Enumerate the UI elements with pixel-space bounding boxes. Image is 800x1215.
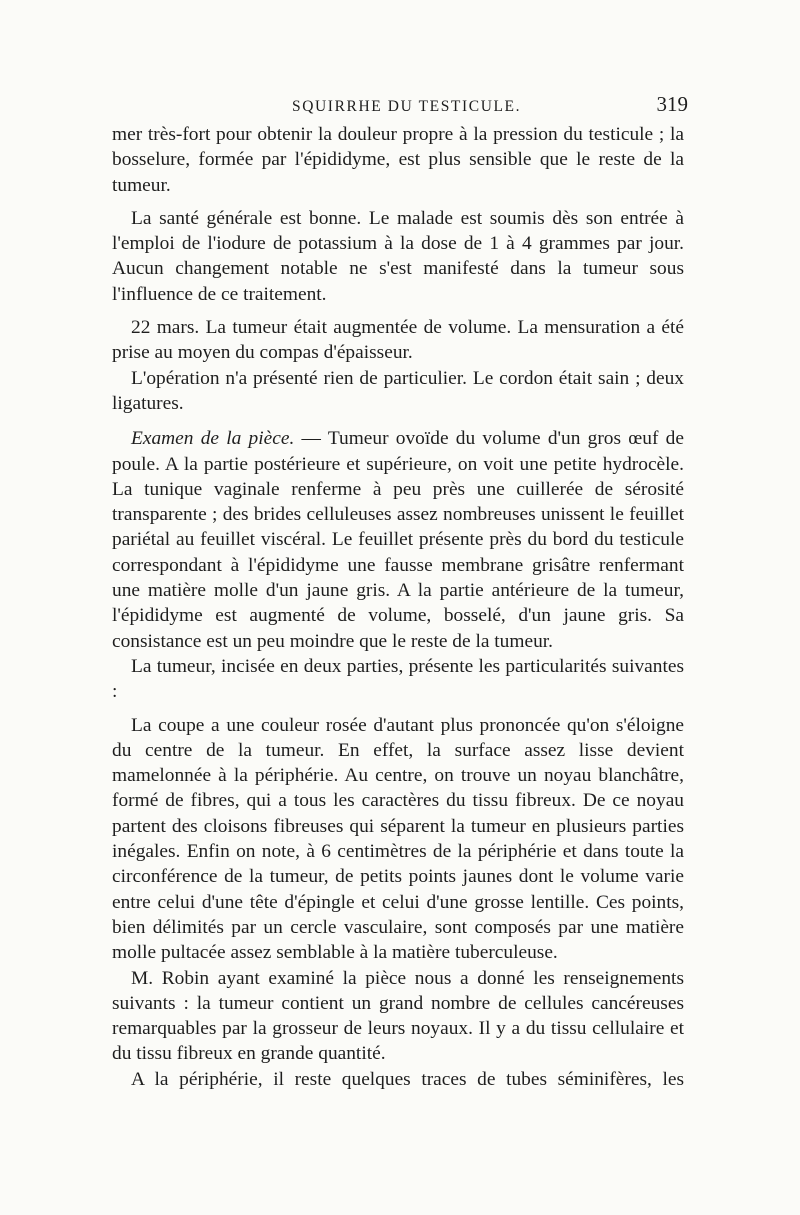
paragraph-text: M. Robin ayant examiné la pièce nous a donné les renseignements suivants : la tumeur contient un grand nombre de cellules cancéreuses remarquables par la grosseur de leurs noyaux. Il y a du tissu cellulaire et du tissu fibreux en grande quantité. (112, 967, 684, 1065)
paragraph (112, 966, 684, 1067)
paragraph-text: La coupe a une couleur rosée d'autant plus prononcée qu'on s'éloigne du centre de la tumeur. En effet, la surface assez lisse devient mamelonnée à la périphérie. Au centre, on trouve un noyau blanchâtre, formé de fibres, qui a tous les caractères du tissu fibreux. De ce noyau partent des cloisons fibreuses qui séparent la tumeur en plusieurs parties inégales. Enfin on note, à 6 centimètres de la périphérie et dans toute la circonférence de la tumeur, de petits points jaunes dont le volume varie entre celui d'une tête d'épingle et celui d'une grosse lentille. Ces points, bien délimités par un cercle vasculaire, sont composés par une matière molle pultacée assez semblable à la matière tuberculeuse. (112, 714, 684, 964)
paragraph-text: La tumeur, incisée en deux parties, présente les particularités suivantes : (112, 655, 684, 703)
paragraph (112, 206, 684, 307)
paragraph-text: A la périphérie, il reste quelques traces de tubes séminifères, les (131, 1068, 684, 1090)
paragraph (112, 713, 684, 966)
paragraph (112, 366, 684, 417)
paragraph-text: La santé générale est bonne. Le malade est soumis dès son entrée à l'emploi de l'iodure de potassium à la dose de 1 à 4 grammes par jour. Aucun changement notable ne s'est manifesté dans la tumeur sous l'influence de ce traitement. (112, 207, 684, 305)
paragraph (112, 315, 684, 366)
running-title: SQUIRRHE DU TESTICULE. (292, 98, 522, 115)
running-head (112, 92, 688, 122)
paragraph-text: 22 mars. La tumeur était augmentée de volume. La mensuration a été prise au moyen du compas d'épaisseur. (112, 317, 684, 364)
paragraph (112, 654, 684, 705)
paragraph-text: — Tumeur ovoïde du volume d'un gros œuf de poule. A la partie postérieure et supérieure, on voit une petite hydrocèle. La tunique vaginale renferme à peu près une cuillerée de sérosité transparente ; des brides celluleuses assez nombreuses unissent le feuillet pariétal au feuillet viscéral. Le feuillet présente près du bord du testicule correspondant à l'épididyme une fausse membrane grisâtre renfermant une matière molle d'un jaune gris. A la partie antérieure de la tumeur, l'épididyme est augmenté de volume, bosselé, d'un jaune gris. Sa consistance est un peu moindre que le reste de la tumeur. (112, 428, 684, 652)
paragraph (112, 122, 684, 198)
paragraph (112, 1067, 684, 1092)
section-lead: Examen de la pièce. (131, 428, 295, 450)
paragraph-text: mer très-fort pour obtenir la douleur propre à la pression du testicule ; la bosselure, formée par l'épididyme, est plus sensible que le reste de la tumeur. (112, 124, 684, 196)
book-page (112, 92, 688, 1092)
body-text (112, 122, 684, 1092)
paragraph (112, 426, 684, 654)
paragraph-text: L'opération n'a présenté rien de particulier. Le cordon était sain ; deux ligatures. (112, 367, 684, 414)
page-number: 319 (656, 92, 688, 116)
